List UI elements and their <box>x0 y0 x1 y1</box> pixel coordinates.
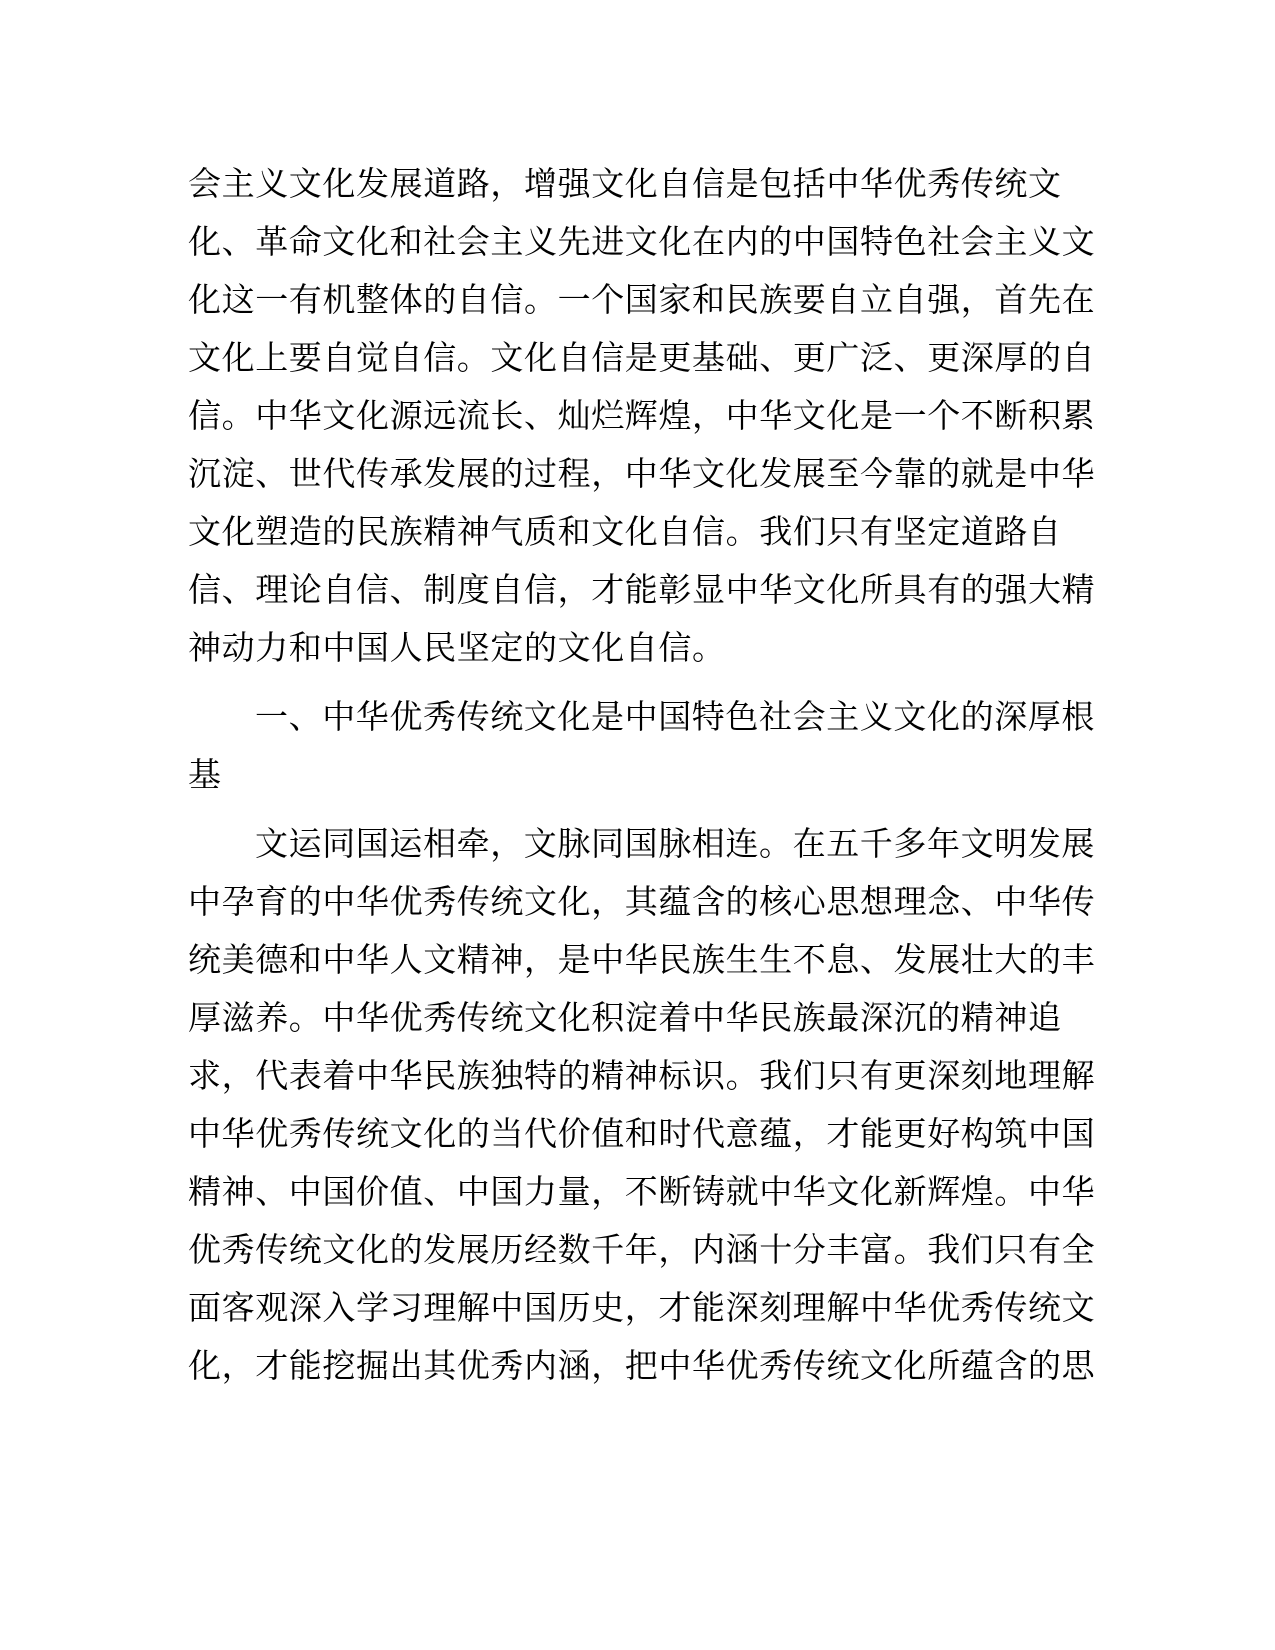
heading-line: 基 <box>188 755 222 794</box>
text-line: 化、革命文化和社会主义先进文化在内的中国特色社会主义文 <box>188 222 1096 261</box>
text-line: 文运同国运相牵，文脉同国脉相连。在五千多年文明发展 <box>255 824 1095 863</box>
text-line: 会主义文化发展道路，增强文化自信是包括中华优秀传统文 <box>188 164 1062 203</box>
text-line: 面客观深入学习理解中国历史，才能深刻理解中华优秀传统文 <box>188 1288 1096 1327</box>
text-line: 优秀传统文化的发展历经数千年，内涵十分丰富。我们只有全 <box>188 1230 1096 1269</box>
text-line: 文化上要自觉自信。文化自信是更基础、更广泛、更深厚的自 <box>188 338 1096 377</box>
paragraph-traditional-culture <box>188 815 1096 1395</box>
text-line: 厚滋养。中华优秀传统文化积淀着中华民族最深沉的精神追 <box>188 998 1062 1037</box>
text-line: 信、理论自信、制度自信，才能彰显中华文化所具有的强大精 <box>188 570 1096 609</box>
text-line: 精神、中国价值、中国力量，不断铸就中华文化新辉煌。中华 <box>188 1172 1096 1211</box>
text-line: 中华优秀传统文化的当代价值和时代意蕴，才能更好构筑中国 <box>188 1114 1096 1153</box>
heading-line: 一、中华优秀传统文化是中国特色社会主义文化的深厚根 <box>255 697 1095 736</box>
text-line: 统美德和中华人文精神，是中华民族生生不息、发展壮大的丰 <box>188 940 1096 979</box>
section-heading <box>188 688 1095 804</box>
text-line: 文化塑造的民族精神气质和文化自信。我们只有坚定道路自 <box>188 512 1062 551</box>
paragraph-culture-confidence <box>188 155 1096 677</box>
text-line: 沉淀、世代传承发展的过程，中华文化发展至今靠的就是中华 <box>188 454 1096 493</box>
text-line: 求，代表着中华民族独特的精神标识。我们只有更深刻地理解 <box>188 1056 1096 1095</box>
text-line: 化，才能挖掘出其优秀内涵，把中华优秀传统文化所蕴含的思 <box>188 1346 1096 1385</box>
text-line: 中孕育的中华优秀传统文化，其蕴含的核心思想理念、中华传 <box>188 882 1096 921</box>
document-body <box>188 155 1096 1395</box>
text-line: 神动力和中国人民坚定的文化自信。 <box>188 628 726 667</box>
text-line: 化这一有机整体的自信。一个国家和民族要自立自强，首先在 <box>188 280 1096 319</box>
text-line: 信。中华文化源远流长、灿烂辉煌，中华文化是一个不断积累 <box>188 396 1096 435</box>
